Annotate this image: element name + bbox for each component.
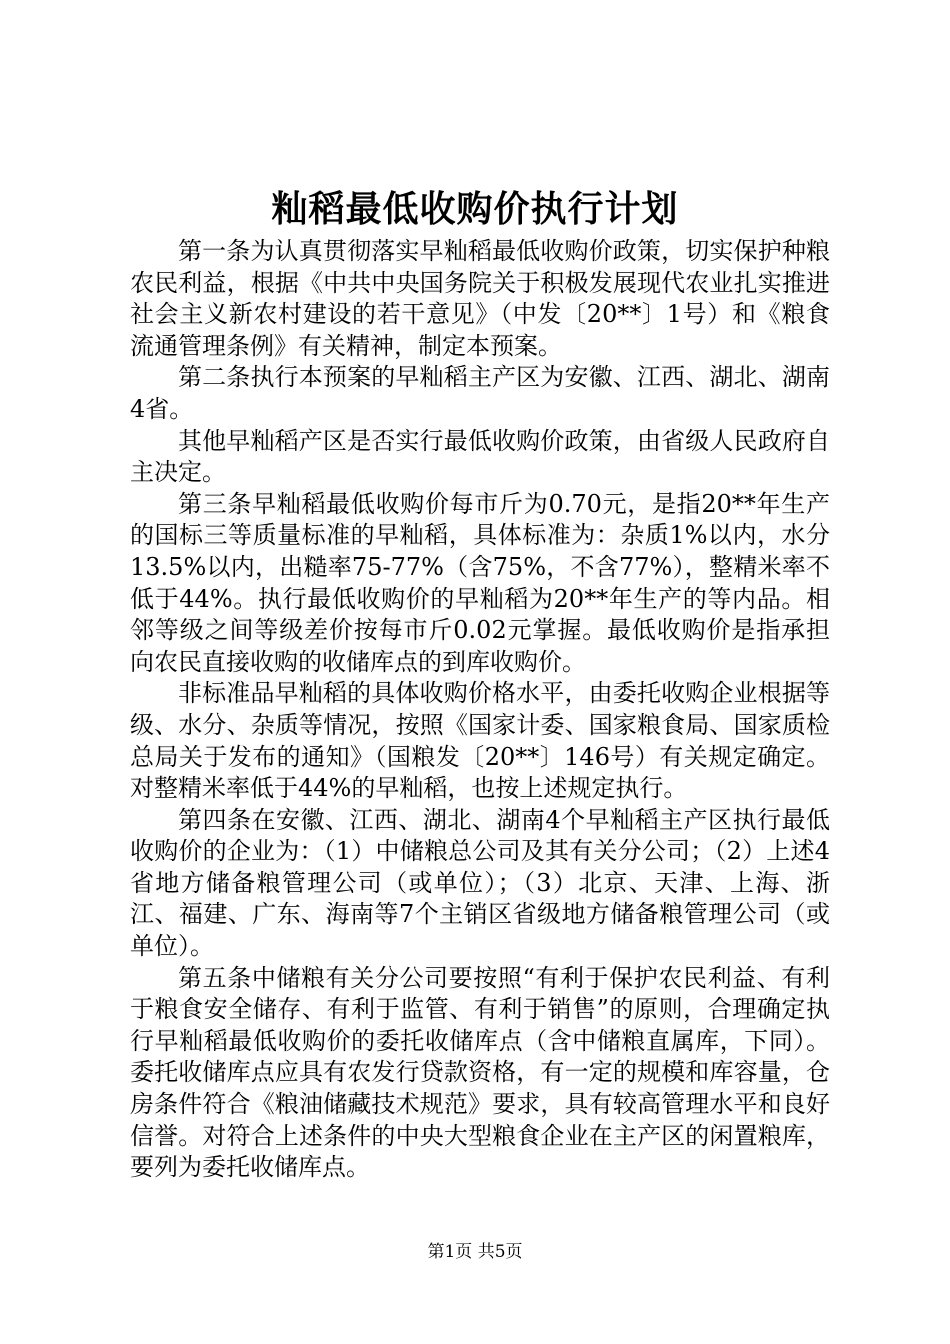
page-footer: 第1页 共5页 [427, 1242, 523, 1262]
document-title: 籼稻最低收购价执行计划 [271, 188, 679, 230]
paragraph-non-standard: 非标准品早籼稻的具体收购价格水平，由委托收购企业根据等级、水分、杂质等情况，按照《国家计委、国家粮食局、国家质检总局关于发布的通知》（国粮发〔20**〕146号）有关规定确定。对整精米率低于44%的早籼稻，也按上述规定执行。 [130, 679, 830, 803]
paragraph-article-5: 第五条中储粮有关分公司要按照“有利于保护农民利益、有利于粮食安全储存、有利于监管、有利于销售”的原则，合理确定执行早籼稻最低收购价的委托收储库点（含中储粮直属库，下同）。委托收储库点应具有农发行贷款资格，有一定的规模和库容量，仓房条件符合《粮油储藏技术规范》要求，具有较高管理水平和良好信誉。对符合上述条件的中央大型粮食企业在主产区的闲置粮库，要列为委托收储库点。 [130, 963, 830, 1182]
paragraph-article-3: 第三条早籼稻最低收购价每市斤为0.70元，是指20**年生产的国标三等质量标准的早籼稻，具体标准为：杂质1%以内，水分13.5%以内，出糙率75-77%（含75%，不含77%），整精米率不低于44%。执行最低收购价的早籼稻为20**年生产的等内品。相邻等级之间等级差价按每市斤0.02元掌握。最低收购价是指承担向农民直接收购的收储库点的到库收购价。 [130, 489, 830, 676]
paragraph-article-4: 第四条在安徽、江西、湖北、湖南4个早籼稻主产区执行最低收购价的企业为：（1）中储粮总公司及其有关分公司；（2）上述4省地方储备粮管理公司（或单位）；（3）北京、天津、上海、浙江、福建、广东、海南等7个主销区省级地方储备粮管理公司（或单位）。 [130, 805, 830, 961]
paragraph-other-regions: 其他早籼稻产区是否实行最低收购价政策，由省级人民政府自主决定。 [130, 426, 830, 487]
paragraph-article-1: 第一条为认真贯彻落实早籼稻最低收购价政策，切实保护种粮农民利益，根据《中共中央国务院关于积极发展现代农业扎实推进社会主义新农村建设的若干意见》（中发〔20**〕1号）和《粮食流通管理条例》有关精神，制定本预案。 [130, 237, 830, 360]
document-body [130, 236, 830, 1184]
paragraph-article-2: 第二条执行本预案的早籼稻主产区为安徽、江西、湖北、湖南4省。 [130, 363, 830, 423]
